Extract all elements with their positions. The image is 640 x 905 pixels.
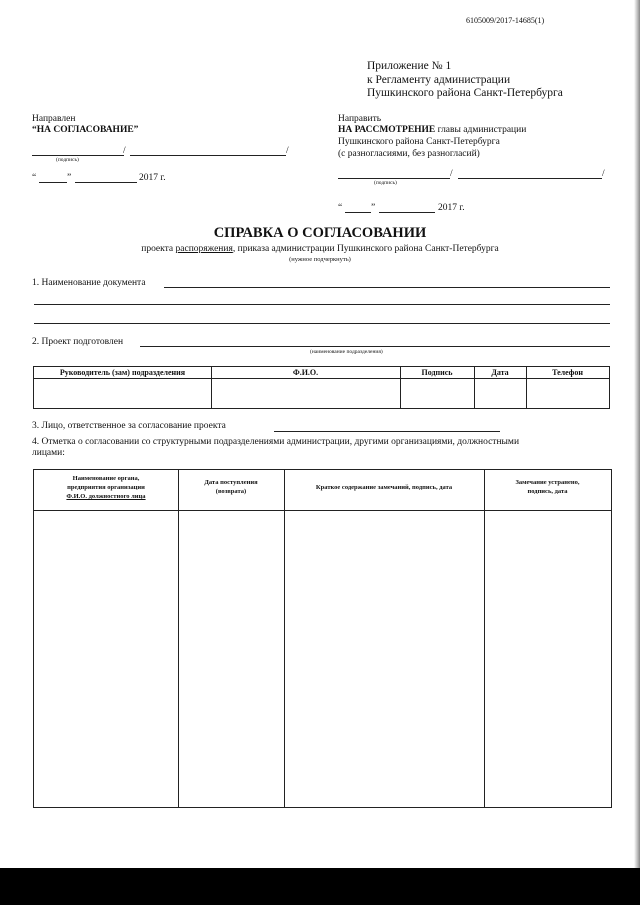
left-sign-caption: (подпись) <box>56 157 79 163</box>
page-title: СПРАВКА О СОГЛАСОВАНИИ <box>213 225 427 241</box>
table2-header-remarks <box>284 483 484 492</box>
table-approvals <box>33 469 612 808</box>
right-date-month-line[interactable] <box>379 212 435 213</box>
right-name-line[interactable] <box>458 178 602 179</box>
left-date-month-line[interactable] <box>75 182 137 183</box>
right-date-year: 2017 г. <box>438 203 465 213</box>
right-block-subtitle <box>338 125 526 135</box>
table2-col4-line2: подпись, дата <box>527 488 568 495</box>
left-sign-slash: / <box>123 146 126 156</box>
item3-label: 3. Лицо, ответственное за согласование проекта <box>32 421 226 431</box>
page-subtitle-note: (нужное подчеркнуть) <box>289 256 351 263</box>
right-sign-line[interactable] <box>338 178 450 179</box>
right-date-open-quote: “ <box>338 203 343 213</box>
item4-text <box>32 437 610 459</box>
left-date-close-quote: ” <box>67 173 72 183</box>
left-date-year: 2017 г. <box>139 173 166 183</box>
table2-header-resolved <box>484 478 611 496</box>
table2-col2-line1: Дата поступления <box>204 479 258 486</box>
table2-col1-line3: Ф.И.О. должностного лица <box>66 493 146 500</box>
table2-col1-line1: Наименование органа, <box>72 475 140 482</box>
right-date-day-line[interactable] <box>345 212 371 213</box>
right-name-slash: / <box>602 169 605 179</box>
right-block-subtitle-rest: главы администрации <box>435 125 527 135</box>
right-block-subtitle-bold: НА РАССМОТРЕНИЕ <box>338 125 436 135</box>
right-block-line-3: (с разногласиями, без разногласий) <box>338 149 480 159</box>
table1-header-phone: Телефон <box>552 368 583 377</box>
page-subtitle <box>0 244 640 254</box>
appendix-line-1: Приложение № 1 <box>367 60 452 72</box>
item4-line-2: лицами: <box>32 448 65 458</box>
right-sign-slash: / <box>450 169 453 179</box>
item1-field-line-2[interactable] <box>34 304 610 305</box>
table2-col3-line1: Краткое содержание замечаний, подпись, дата <box>315 484 453 491</box>
table2-col4-line1: Замечание устранено, <box>515 479 580 486</box>
table2-col2-line2: (возврата) <box>215 488 247 495</box>
item2-field-line[interactable] <box>140 346 610 347</box>
appendix-line-3: Пушкинского района Санкт-Петербурга <box>367 87 563 99</box>
table2-header-received-date <box>178 478 284 496</box>
scan-bottom-bar <box>0 868 640 905</box>
table2-col-divider-2 <box>284 470 285 807</box>
table1-header-head: Руководитель (зам) подразделения <box>59 368 186 377</box>
right-sign-caption: (подпись) <box>374 180 397 186</box>
left-sign-line[interactable] <box>32 155 124 156</box>
table2-header-organization <box>34 474 178 501</box>
item2-caption: (наименование подразделения) <box>310 349 383 355</box>
left-date-open-quote: “ <box>32 173 37 183</box>
left-date-day-line[interactable] <box>39 182 67 183</box>
table1-header-fio: Ф.И.О. <box>292 368 319 377</box>
right-date-close-quote: ” <box>371 203 376 213</box>
right-block-line-2: Пушкинского района Санкт-Петербурга <box>338 137 500 147</box>
document-number: 6105009/2017-14685(1) <box>466 16 545 25</box>
scan-edge-shadow <box>634 0 640 868</box>
item1-field-line-1[interactable] <box>164 287 610 288</box>
item4-line-1: 4. Отметка о согласовании со структурными подразделениями администрации, другими организациями, должностными <box>32 437 520 447</box>
appendix-block <box>367 60 563 101</box>
table2-col-divider-3 <box>484 470 485 807</box>
table1-header-date: Дата <box>491 368 509 377</box>
table2-col-divider-1 <box>178 470 179 807</box>
page-subtitle-post: , приказа администрации Пушкинского района Санкт-Петербурга <box>232 244 499 254</box>
left-name-line[interactable] <box>130 155 286 156</box>
table2-header-divider <box>34 510 611 511</box>
appendix-line-2: к Регламенту администрации <box>367 73 511 86</box>
left-block-subtitle: “НА СОГЛАСОВАНИЕ” <box>32 125 139 135</box>
right-block-title: Направить <box>338 114 382 124</box>
item1-label: 1. Наименование документа <box>32 278 146 288</box>
item2-label: 2. Проект подготовлен <box>32 337 124 347</box>
left-name-slash: / <box>286 146 289 156</box>
table2-col1-line2: предприятия организации <box>67 484 145 491</box>
item3-field-line[interactable] <box>274 431 500 432</box>
page-subtitle-underlined: распоряжения <box>175 244 233 254</box>
left-block-title: Направлен <box>32 114 76 124</box>
table1-header-signature: Подпись <box>421 368 453 377</box>
table-project-authors <box>33 366 610 409</box>
page-subtitle-pre: проекта <box>141 244 176 254</box>
table1-header-divider <box>34 378 609 379</box>
item1-field-line-3[interactable] <box>34 323 610 324</box>
